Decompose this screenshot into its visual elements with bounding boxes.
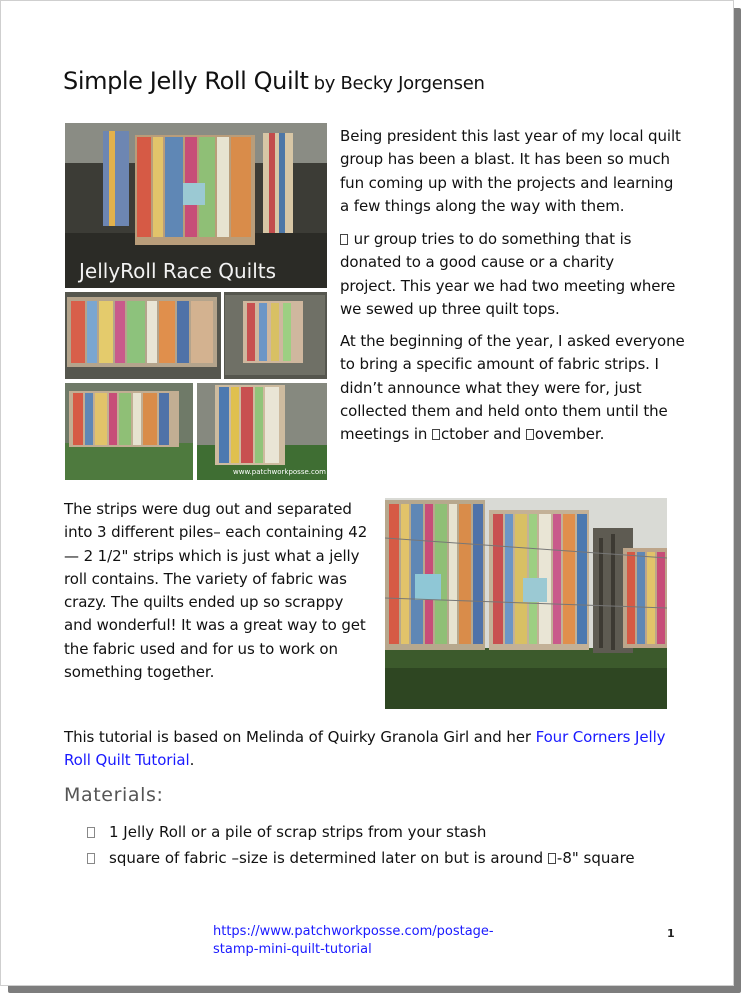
text-line: a few things along the way with them. — [340, 196, 625, 215]
text-line: didn’t announce what they were for, just — [340, 378, 642, 397]
document-title — [63, 67, 485, 95]
collage-graphic — [65, 123, 327, 480]
collage-overlay-text: JellyRoll Race Quilts — [79, 259, 277, 283]
text-line: meetings in ctober and ovember. — [340, 425, 605, 444]
tutorial-link[interactable]: Four Corners Jelly — [535, 728, 666, 746]
text-line: The strips were dug out and separated — [64, 500, 352, 518]
text-line: Roll Quilt Tutorial. — [64, 751, 195, 770]
collage-watermark: www.patchworkposse.com — [233, 468, 326, 476]
text-line: something together. — [64, 663, 215, 682]
strips-paragraph — [64, 498, 367, 684]
text-line: collected them and held onto them until the — [340, 401, 668, 420]
bullet-icon — [87, 853, 95, 864]
intro-paragraph-3 — [340, 330, 685, 446]
fence-photo-graphic — [385, 498, 667, 709]
tutorial-link-continued[interactable]: Roll Quilt Tutorial — [64, 751, 190, 770]
intro-paragraph-2 — [340, 228, 675, 321]
text-line: group has been a blast. It has been so much — [340, 150, 670, 169]
intro-paragraph-1 — [340, 125, 681, 218]
text-line: — 2 1/2" strips which is just what a jelly — [64, 546, 360, 565]
page-number: 1 — [667, 927, 675, 940]
text-line: we sewed up three quilt tops. — [340, 299, 560, 318]
text-line: the fabric used and for us to work on — [64, 639, 338, 658]
text-line: ur group tries to do something that is — [340, 228, 675, 251]
bullet-icon — [87, 827, 95, 838]
text-line: into 3 different piles– each containing 42 — [64, 523, 368, 542]
title-main: Simple Jelly Roll Quilt — [63, 67, 309, 95]
materials-item: square of fabric –size is determined later on but is around -8" square — [87, 849, 635, 867]
missing-glyph-icon — [432, 429, 440, 440]
text-line: At the beginning of the year, I asked everyone — [340, 332, 685, 350]
quilts-on-fence-photo — [385, 498, 667, 709]
text-line: project. This year we had two meeting where — [340, 276, 676, 295]
text-line: This tutorial is based on Melinda of Quirky Granola Girl and her Four Corners Jelly — [64, 728, 666, 746]
missing-glyph-icon — [526, 429, 534, 440]
missing-glyph-icon — [340, 234, 348, 245]
text-line: to bring a specific amount of fabric strips. I — [340, 355, 659, 374]
materials-heading: Materials: — [64, 784, 164, 806]
title-byline: by Becky Jorgensen — [313, 73, 485, 94]
text-line: fun coming up with the projects and learning — [340, 173, 674, 192]
materials-item: 1 Jelly Roll or a pile of scrap strips from your stash — [87, 823, 486, 841]
tutorial-paragraph — [64, 726, 665, 773]
text-line: and wonderful! It was a great way to get — [64, 616, 366, 635]
footer-url-link[interactable]: https://www.patchworkposse.com/postage- stamp-mini-quilt-tutorial — [213, 924, 494, 957]
missing-glyph-icon — [548, 853, 556, 864]
text-line: roll contains. The variety of fabric was — [64, 569, 347, 588]
jellyroll-collage-image — [65, 123, 327, 480]
text-line: crazy. The quilts ended up so scrappy — [64, 593, 344, 612]
text-line: Being president this last year of my local quilt — [340, 127, 681, 145]
text-line: donated to a good cause or a charity — [340, 253, 615, 272]
